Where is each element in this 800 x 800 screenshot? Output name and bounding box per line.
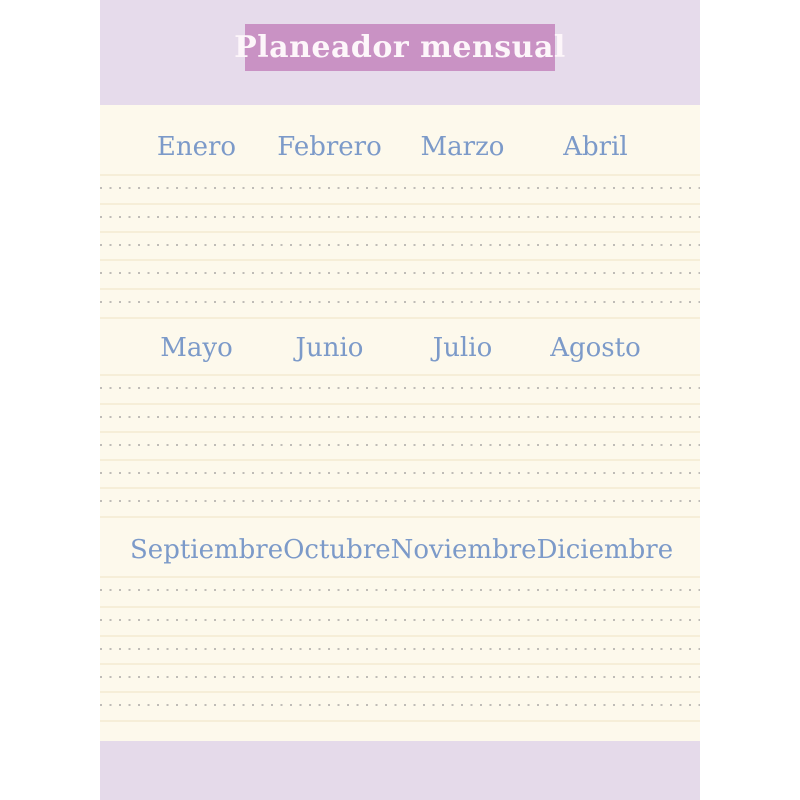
month-row-1: [130, 130, 662, 164]
dotted-writing-line: [100, 272, 700, 274]
faint-line: [100, 663, 700, 665]
month-label-diciembre: Diciembre: [536, 535, 674, 565]
faint-line: [100, 203, 700, 205]
faint-line: [100, 317, 700, 319]
faint-line: [100, 516, 700, 518]
month-label-abril: Abril: [563, 132, 628, 162]
faint-line: [100, 635, 700, 637]
paper-area: [100, 105, 700, 741]
faint-line: [100, 576, 700, 578]
title-box: [234, 24, 566, 71]
faint-line: [100, 288, 700, 290]
dotted-writing-line: [100, 500, 700, 502]
dotted-writing-line: [100, 187, 700, 189]
month-label-octubre: Octubre: [283, 535, 391, 565]
month-label-agosto: Agosto: [550, 333, 641, 363]
month-row-2: [130, 331, 662, 365]
dotted-writing-line: [100, 444, 700, 446]
faint-line: [100, 259, 700, 261]
month-row-3: [130, 533, 674, 567]
dotted-writing-line: [100, 416, 700, 418]
faint-line: [100, 720, 700, 722]
faint-line: [100, 431, 700, 433]
planner-page: [100, 0, 700, 800]
month-label-julio: Julio: [432, 333, 493, 363]
faint-line: [100, 459, 700, 461]
faint-line: [100, 174, 700, 176]
month-label-marzo: Marzo: [420, 132, 505, 162]
dotted-writing-line: [100, 619, 700, 621]
dotted-writing-line: [100, 244, 700, 246]
footer-band: [100, 741, 700, 800]
dotted-writing-line: [100, 704, 700, 706]
dotted-writing-line: [100, 676, 700, 678]
month-label-mayo: Mayo: [160, 333, 233, 363]
month-label-febrero: Febrero: [277, 132, 382, 162]
month-label-junio: Junio: [295, 333, 364, 363]
faint-line: [100, 374, 700, 376]
faint-line: [100, 487, 700, 489]
month-label-noviembre: Noviembre: [390, 535, 537, 565]
dotted-writing-line: [100, 216, 700, 218]
dotted-writing-line: [100, 648, 700, 650]
faint-line: [100, 691, 700, 693]
month-label-enero: Enero: [156, 132, 237, 162]
dotted-writing-line: [100, 472, 700, 474]
month-label-septiembre: Septiembre: [130, 535, 284, 565]
header-band: [100, 0, 700, 105]
faint-line: [100, 403, 700, 405]
dotted-writing-line: [100, 301, 700, 303]
page-title: Planeador mensual: [234, 30, 566, 65]
faint-line: [100, 606, 700, 608]
dotted-writing-line: [100, 387, 700, 389]
faint-line: [100, 231, 700, 233]
dotted-writing-line: [100, 589, 700, 591]
